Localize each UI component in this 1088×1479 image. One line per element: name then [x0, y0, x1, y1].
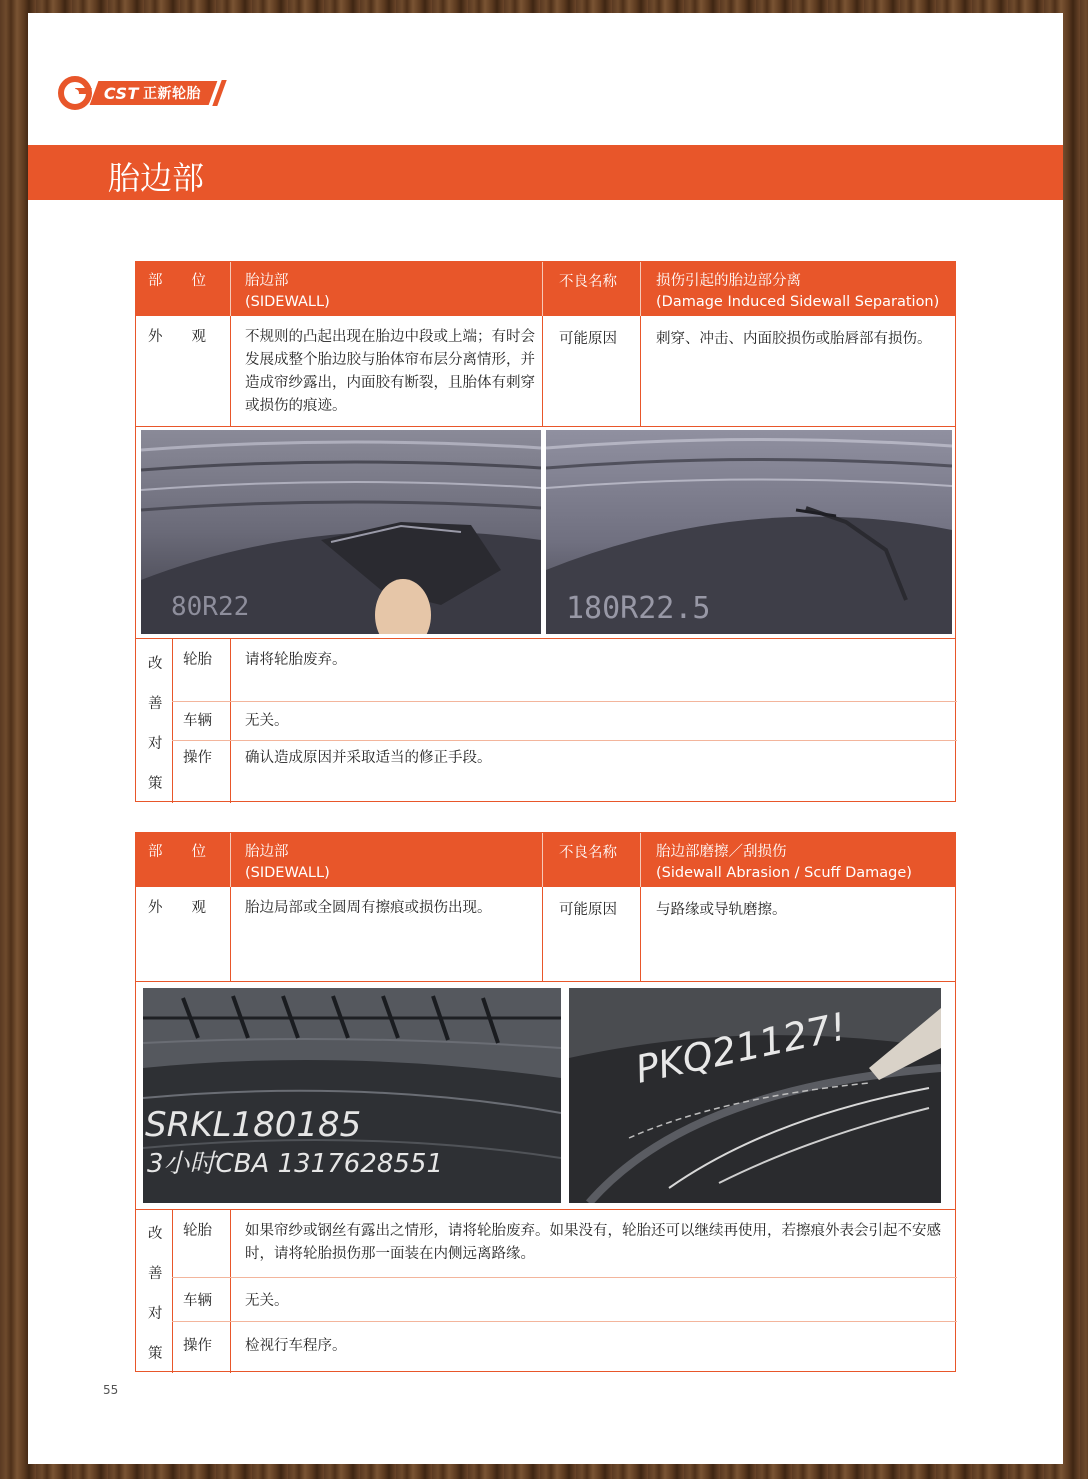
- label-defect: 不良名称: [559, 274, 617, 290]
- header-divider: [640, 262, 641, 316]
- part-cn: 胎边部: [245, 273, 289, 289]
- row-divider: [640, 887, 641, 981]
- row-divider: [230, 1209, 231, 1373]
- row-divider: [172, 701, 957, 702]
- label-part: 部 位: [148, 844, 206, 860]
- table-header-1: [136, 262, 955, 316]
- defect-cn: 损伤引起的胎边部分离: [656, 273, 801, 289]
- document-page: [28, 13, 1063, 1464]
- defect-en: (Sidewall Abrasion / Scuff Damage): [656, 865, 912, 881]
- row-divider: [172, 1321, 957, 1322]
- measure-text-vehicle: 无关。: [245, 1293, 289, 1309]
- row-divider: [230, 887, 231, 981]
- measure-text-tire: 如果帘纱或钢丝有露出之情形，请将轮胎废弃。如果没有，轮胎还可以继续再使用，若擦痕外表会引起不安感时，请将轮胎损伤那一面装在内侧远离路缘。: [245, 1223, 941, 1262]
- tire-photo-abrasion-2: [569, 988, 941, 1203]
- tire-photo-abrasion-1: [143, 988, 561, 1203]
- row-divider: [136, 1209, 955, 1210]
- logo-cn: 正新轮胎: [143, 86, 202, 102]
- row-divider: [136, 426, 955, 427]
- page-number: 55: [103, 1383, 119, 1397]
- tire-size-text-1: 80R22: [171, 592, 250, 622]
- chalk-text-3: PKQ21127!: [631, 1004, 851, 1092]
- row-divider: [542, 887, 543, 981]
- part-en: (SIDEWALL): [245, 865, 330, 881]
- tire-size-text-2: 180R22.5: [566, 591, 711, 626]
- measure-text-operation: 确认造成原因并采取适当的修正手段。: [245, 750, 492, 766]
- page-title: 胎边部: [108, 159, 205, 197]
- row-divider: [542, 316, 543, 426]
- measure-label-operation: 操作: [183, 1338, 212, 1354]
- improve-char: 策: [148, 1346, 163, 1362]
- label-defect: 不良名称: [559, 845, 617, 861]
- cst-logo-bar: [90, 81, 218, 105]
- label-appearance: 外 观: [148, 329, 206, 345]
- measure-label-vehicle: 车辆: [183, 1293, 212, 1309]
- measure-label-vehicle: 车辆: [183, 713, 212, 729]
- header-divider: [230, 833, 231, 887]
- header-divider: [640, 833, 641, 887]
- defect-table-1: [135, 261, 956, 802]
- measure-text-tire: 请将轮胎废弃。: [245, 652, 347, 668]
- label-cause: 可能原因: [559, 902, 617, 918]
- defect-en: (Damage Induced Sidewall Separation): [656, 294, 940, 310]
- title-banner: [28, 145, 1063, 200]
- label-part: 部 位: [148, 273, 206, 289]
- row-divider: [172, 1277, 957, 1278]
- label-appearance: 外 观: [148, 900, 206, 916]
- header-divider: [542, 833, 543, 887]
- header-divider: [230, 262, 231, 316]
- row-divider: [172, 740, 957, 741]
- tire-photo-separation-2: [546, 430, 952, 634]
- improve-char: 善: [148, 1266, 163, 1282]
- measure-label-tire: 轮胎: [183, 1223, 212, 1239]
- row-divider: [172, 1209, 173, 1373]
- improve-char: 改: [148, 656, 163, 672]
- improve-char: 善: [148, 696, 163, 712]
- improve-char: 对: [148, 1306, 163, 1322]
- chalk-text-1: SRKL180185: [145, 1105, 362, 1145]
- row-divider: [640, 316, 641, 426]
- defect-cn: 胎边部磨擦／刮损伤: [656, 844, 787, 860]
- measure-label-operation: 操作: [183, 750, 212, 766]
- cst-logo: [58, 75, 222, 111]
- tire-photo-separation-1: [141, 430, 541, 634]
- appearance-text: 不规则的凸起出现在胎边中段或上端；有时会发展成整个胎边胶与胎体帘布层分离情形，并造成帘纱露出，内面胶有断裂，且胎体有刺穿或损伤的痕迹。: [245, 329, 535, 414]
- measure-text-operation: 检视行车程序。: [245, 1338, 347, 1354]
- row-divider: [172, 638, 173, 803]
- measure-text-vehicle: 无关。: [245, 713, 289, 729]
- improve-char: 改: [148, 1226, 163, 1242]
- cause-text: 与路缘或导轨磨擦。: [656, 902, 787, 918]
- part-cn: 胎边部: [245, 844, 289, 860]
- defect-table-2: [135, 832, 956, 1372]
- row-divider: [136, 981, 955, 982]
- chalk-text-2: 3小时CBA 1317628551: [147, 1149, 444, 1179]
- row-divider: [230, 316, 231, 426]
- table-header-2: [136, 833, 955, 887]
- row-divider: [230, 638, 231, 803]
- measure-label-tire: 轮胎: [183, 652, 212, 668]
- label-cause: 可能原因: [559, 331, 617, 347]
- header-divider: [542, 262, 543, 316]
- improve-char: 对: [148, 736, 163, 752]
- logo-latin: CST: [104, 83, 140, 103]
- part-en: (SIDEWALL): [245, 294, 330, 310]
- improve-char: 策: [148, 776, 163, 792]
- row-divider: [136, 638, 955, 639]
- cause-text: 刺穿、冲击、内面胶损伤或胎唇部有损伤。: [656, 331, 932, 347]
- appearance-text: 胎边局部或全圆周有擦痕或损伤出现。: [245, 900, 492, 916]
